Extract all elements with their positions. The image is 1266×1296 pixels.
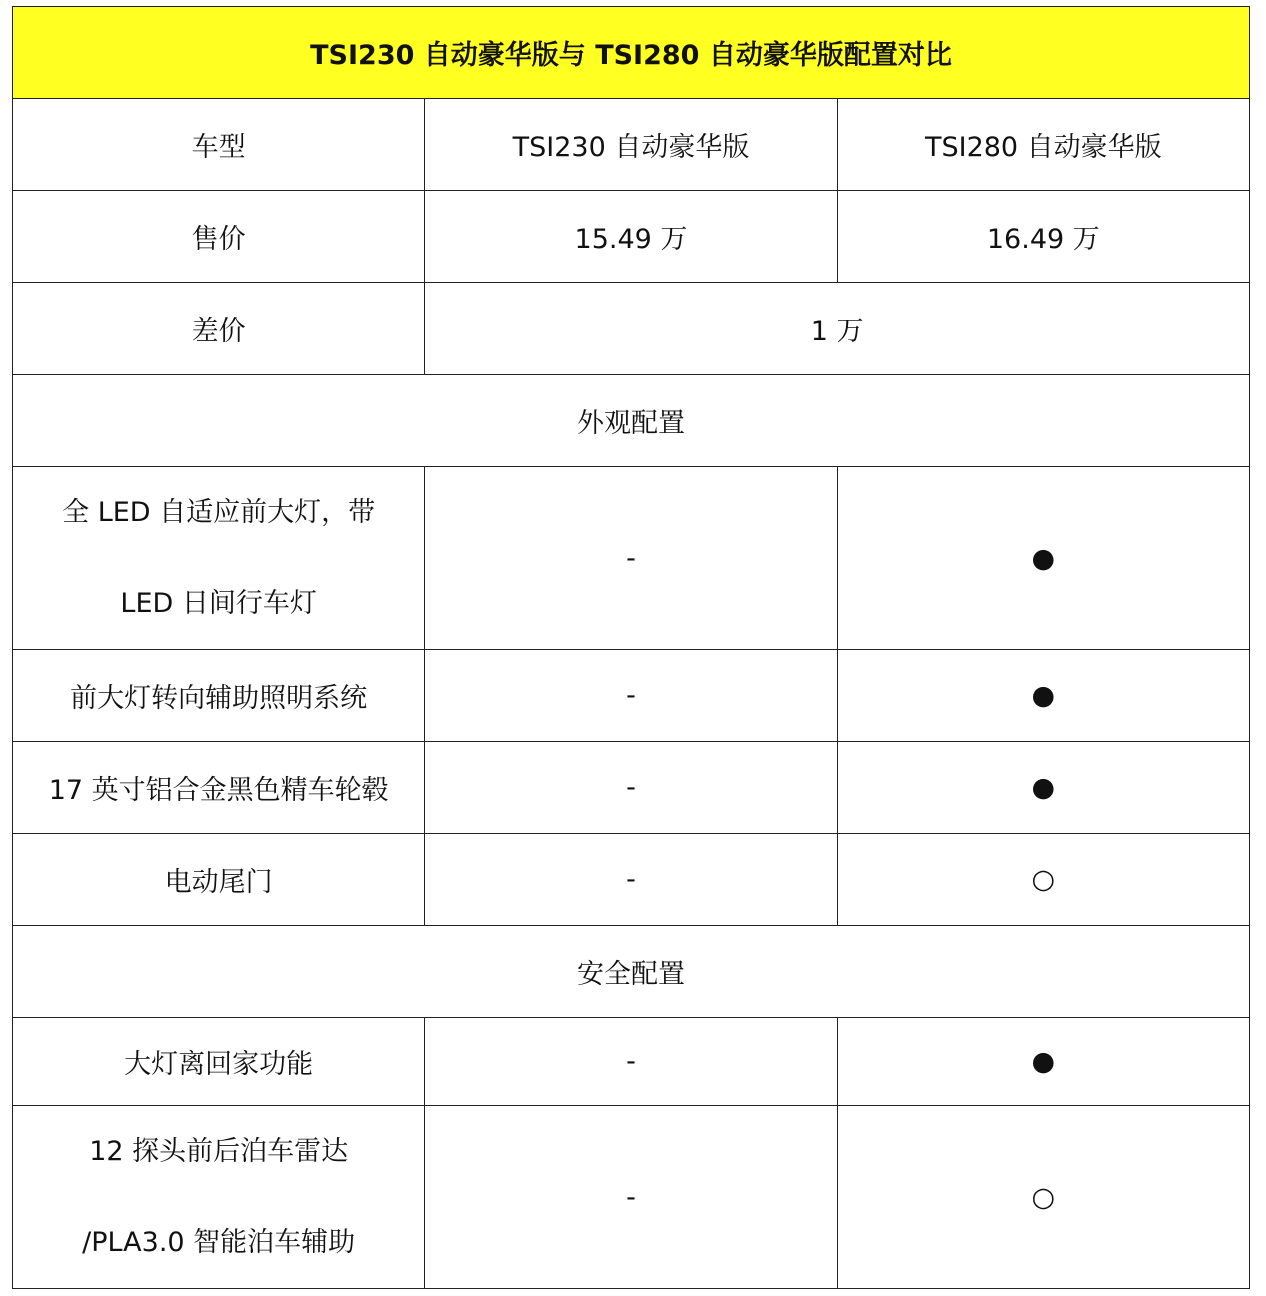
table-row (13, 1106, 1250, 1289)
feature-col1: - (425, 1018, 837, 1106)
price-row (13, 191, 1250, 283)
section-header-exterior (13, 375, 1250, 467)
model-col2: TSI280 自动豪华版 (837, 99, 1249, 191)
feature-col1: - (425, 742, 837, 834)
feature-col1: - (425, 467, 837, 650)
feature-col2-optional-marker: ○ (837, 1106, 1249, 1289)
table-row (13, 742, 1250, 834)
feature-col2-standard-marker: ● (837, 467, 1249, 650)
model-row (13, 99, 1250, 191)
price-label: 售价 (13, 191, 425, 283)
model-label: 车型 (13, 99, 425, 191)
feature-label: 电动尾门 (13, 834, 425, 926)
feature-col2-optional-marker: ○ (837, 834, 1249, 926)
price-col1: 15.49 万 (425, 191, 837, 283)
feature-col2-standard-marker: ● (837, 1018, 1249, 1106)
feature-label-line: 12 探头前后泊车雷达 (89, 1136, 349, 1167)
section-header-safety (13, 926, 1250, 1018)
feature-label: 大灯离回家功能 (13, 1018, 425, 1106)
section-title: 安全配置 (13, 926, 1250, 1018)
table-title: TSI230 自动豪华版与 TSI280 自动豪华版配置对比 (13, 7, 1250, 99)
price-col2: 16.49 万 (837, 191, 1249, 283)
diff-value: 1 万 (425, 283, 1250, 375)
feature-label (13, 467, 425, 650)
section-title: 外观配置 (13, 375, 1250, 467)
feature-label: 17 英寸铝合金黑色精车轮毂 (13, 742, 425, 834)
model-col1: TSI230 自动豪华版 (425, 99, 837, 191)
diff-row (13, 283, 1250, 375)
feature-label-line: /PLA3.0 智能泊车辅助 (82, 1227, 356, 1258)
feature-label-line: LED 日间行车灯 (120, 588, 317, 619)
table-row (13, 650, 1250, 742)
table-row (13, 467, 1250, 650)
comparison-table (12, 6, 1250, 1289)
feature-col1: - (425, 834, 837, 926)
feature-col2-standard-marker: ● (837, 650, 1249, 742)
table-row (13, 834, 1250, 926)
feature-label-line: 全 LED 自适应前大灯，带 (62, 497, 376, 528)
diff-label: 差价 (13, 283, 425, 375)
feature-col2-standard-marker: ● (837, 742, 1249, 834)
feature-col1: - (425, 650, 837, 742)
feature-col1: - (425, 1106, 837, 1289)
feature-label: 前大灯转向辅助照明系统 (13, 650, 425, 742)
title-row (13, 7, 1250, 99)
feature-label (13, 1106, 425, 1289)
table-row (13, 1018, 1250, 1106)
